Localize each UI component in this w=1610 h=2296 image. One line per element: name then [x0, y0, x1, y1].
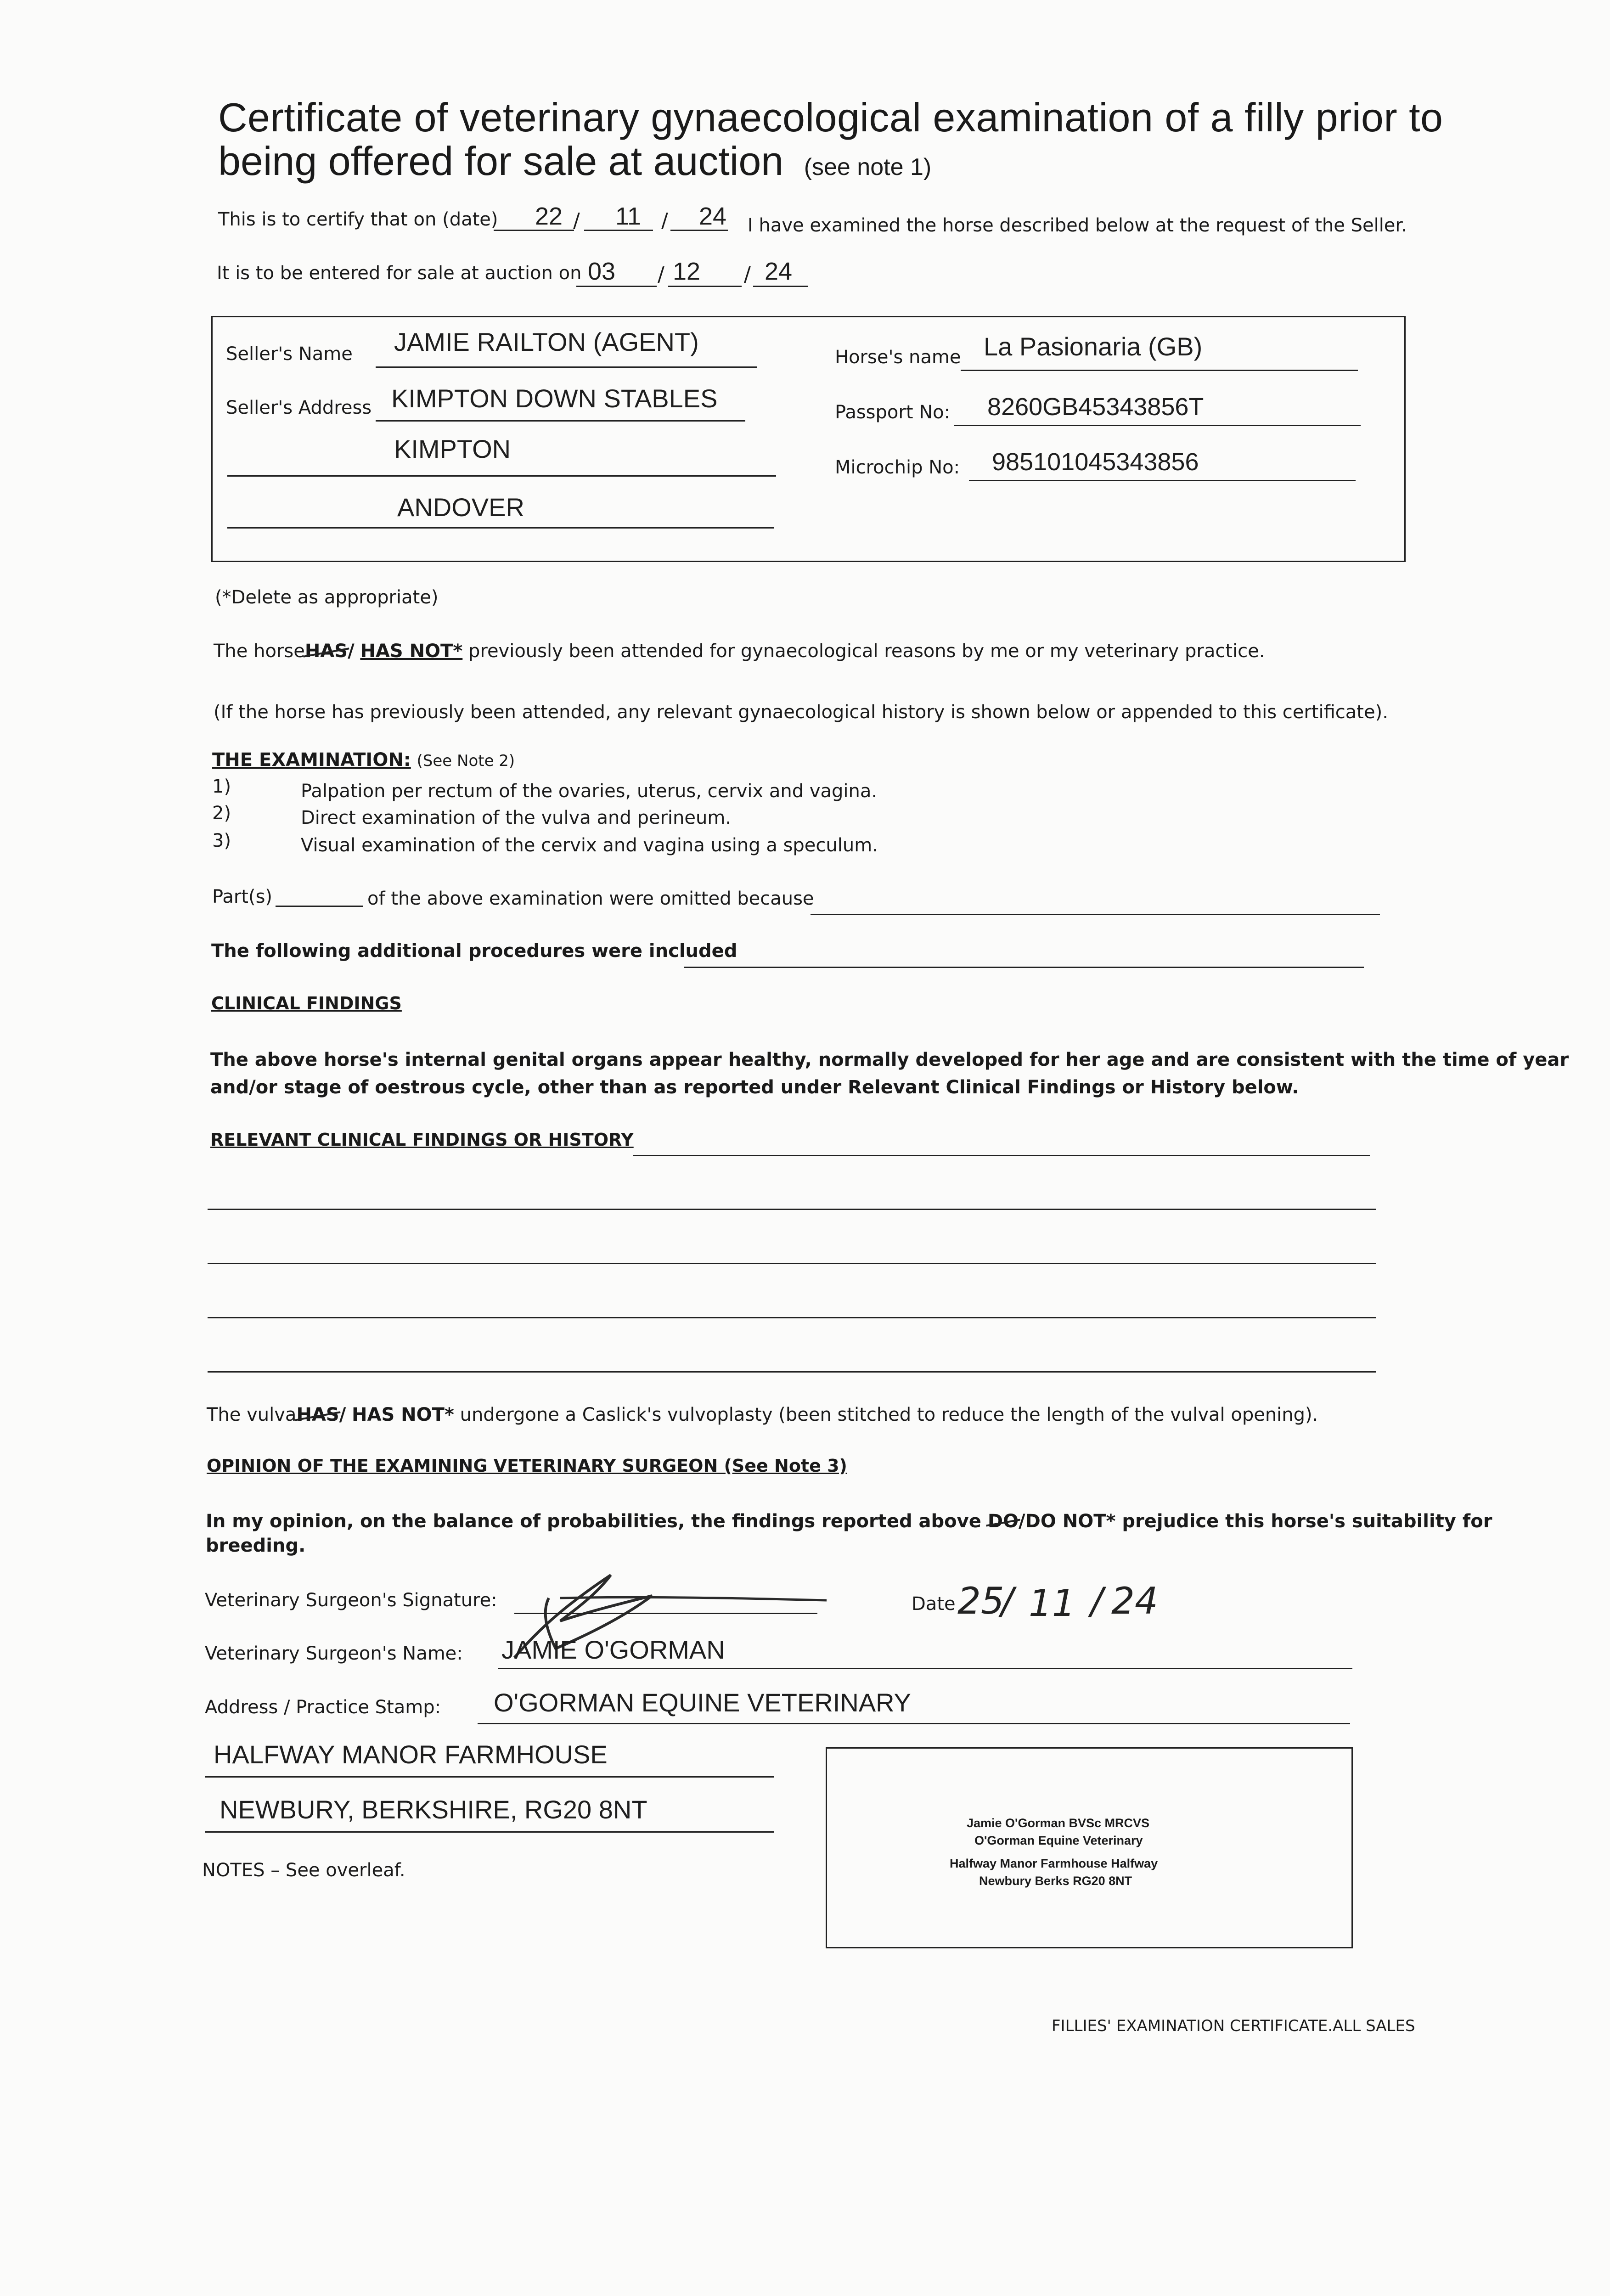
vulva-suffix: undergone a Caslick's vulvoplasty (been stitched to reduce the length of the vulval opening). — [460, 1404, 1318, 1425]
attended-sep: / — [348, 641, 355, 662]
exam-item-1-text: Palpation per rectum of the ovaries, uterus, cervix and vagina. — [301, 781, 878, 802]
exam-item-3-num: 3) — [212, 830, 231, 851]
title-line-2 — [218, 138, 931, 185]
certify-year: 24 — [699, 203, 727, 230]
opinion-struck: DO — [987, 1511, 1019, 1532]
address-line-3: ANDOVER — [397, 493, 524, 522]
attended-statement — [214, 641, 1265, 662]
signature-label: Veterinary Surgeon's Signature: — [205, 1590, 497, 1611]
practice-address-2: NEWBURY, BERKSHIRE, RG20 8NT — [220, 1795, 647, 1824]
stamp-line-1: Jamie O'Gorman BVSc MRCVS — [967, 1816, 1150, 1830]
microchip-value: 985101045343856 — [992, 448, 1199, 476]
sig-date-day: 25 — [957, 1580, 1004, 1622]
opinion-prefix: In my opinion, on the balance of probabilities, the findings reported above — [206, 1511, 981, 1532]
exam-item-2-text: Direct examination of the vulva and perineum. — [301, 807, 732, 828]
footer-text: FILLIES' EXAMINATION CERTIFICATE.ALL SALES — [1052, 2017, 1415, 2035]
sig-date-month: 11 — [1029, 1582, 1075, 1625]
vulva-struck: HAS — [296, 1404, 339, 1425]
attended-prefix: The horse — [214, 641, 305, 662]
vet-name-value: JAMIE O'GORMAN — [501, 1635, 725, 1664]
additional-label: The following additional procedures were included — [211, 940, 737, 962]
attended-kept: HAS NOT* — [360, 641, 463, 662]
clinical-text-1: The above horse's internal genital organs appear healthy, normally developed for her age and are consistent with the time of year — [210, 1049, 1569, 1070]
horse-name-label: Horse's name — [835, 347, 961, 368]
examination-title: THE EXAMINATION: — [212, 749, 411, 771]
vulva-kept: HAS NOT* — [352, 1404, 454, 1425]
certify-day: 22 — [535, 203, 563, 230]
vulva-prefix: The vulva — [207, 1404, 297, 1425]
exam-item-2-num: 2) — [212, 803, 231, 824]
certificate-page: Certificate of veterinary gynaecological examination of a filly prior to being offered for sale at auction (see note 1) This is to certify that on (date) 22 / 11 / 24 I have examined the horse described below at the request of the Seller. It is to be entered for sale at auction on 03 / 12 / 24 Seller's Name JAMIE RAILTON (AGENT) Seller's Address KIMPTON DOWN STABLES KIMPTON ANDOVER Horse's name La Pasionaria (GB) Passport No: 8260GB45343856T Microchip No: 985101045343856 (*Delete as appropriate) The horseHAS/ HAS NOT* previously been attended for gynaecological reasons by me or my veterinary practice. (If the horse has previously been attended, any relevant gynaecological history is shown below or appended to this certificate). THE EXAMINATION: (See Note 2) 1) Palpation per rectum of the ovaries, uterus, cervix and vagina. 2) Direct examination of the vulva and perineum. 3) Visual examination of the cervix and vagina using a speculum. Part(s) of the above examination were omitted because The following additional procedures were included CLINICAL FINDINGS The above horse's internal genital organs appear healthy, normally developed for her age and are consistent with the time of year and/or stage of oestrous cycle, other than as reported under Relevant Clinical Findings or History below. RELEVANT CLINICAL FINDINGS OR HISTORY The vulvaHAS/ HAS NOT* undergone a Caslick's vulvoplasty (been stitched to reduce the length of the vulval opening). OPINION OF THE EXAMINING VETERINARY SURGEON (See Note 3) In my opinion, on the balance of probabilities, the findings reported above DO/DO NOT* prejudice this horse's suitability for breeding. Veterinary Surgeon's Signature: Date 25 / 11 / 24 Veterinary Surgeon's Name: JAMIE O'GORMAN Address / Practice Stamp: O'GORMAN EQUINE VETERINARY HALFWAY MANOR FARMHOUSE NEWBURY, BERKSHIRE, RG20 8NT Jamie O'Gorman BVSc MRCVS O'Gorman Equine Veterinary Halfway Manor Farmhouse Halfway Newbury Berks RG20 8NT NOTES – See overleaf. FILLIES' EXAMINATION CERTIFICATE.ALL SALES — [202, 95, 1569, 2035]
opinion-heading: OPINION OF THE EXAMINING VETERINARY SURGEON (See Note 3) — [207, 1456, 847, 1476]
omitted-middle: of the above examination were omitted because — [367, 888, 814, 909]
auction-month: 12 — [673, 258, 701, 285]
certify-suffix: I have examined the horse described below at the request of the Seller. — [748, 215, 1407, 236]
details-box — [211, 316, 1406, 562]
exam-item-1-num: 1) — [212, 776, 231, 797]
examination-note: (See Note 2) — [417, 752, 515, 770]
stamp-line-2: O'Gorman Equine Veterinary — [974, 1834, 1143, 1847]
title-line-1: Certificate of veterinary gynaecological examination of a filly prior to — [218, 95, 1443, 140]
address-line-1: KIMPTON DOWN STABLES — [391, 384, 718, 413]
title-text: being offered for sale at auction — [218, 138, 784, 184]
clinical-heading: CLINICAL FINDINGS — [211, 993, 402, 1013]
stamp-line-4: Newbury Berks RG20 8NT — [979, 1874, 1132, 1888]
practice-address-1: HALFWAY MANOR FARMHOUSE — [214, 1740, 608, 1769]
address-line-2: KIMPTON — [394, 434, 511, 463]
seller-name-label: Seller's Name — [226, 343, 353, 365]
relevant-heading: RELEVANT CLINICAL FINDINGS OR HISTORY — [210, 1130, 634, 1150]
attended-suffix: previously been attended for gynaecological reasons by me or my veterinary practice. — [468, 641, 1265, 662]
vet-name-label: Veterinary Surgeon's Name: — [205, 1643, 463, 1664]
auction-prefix: It is to be entered for sale at auction on — [217, 263, 582, 284]
delete-note: (*Delete as appropriate) — [215, 587, 439, 608]
passport-label: Passport No: — [835, 402, 951, 423]
clinical-text-2: and/or stage of oestrous cycle, other than as reported under Relevant Clinical Findings or History below. — [210, 1077, 1299, 1098]
sig-date-label: Date — [912, 1593, 956, 1615]
stamp-line-3: Halfway Manor Farmhouse Halfway — [950, 1857, 1158, 1870]
auction-year: 24 — [765, 258, 793, 285]
examination-heading — [212, 749, 515, 771]
opinion-suffix: /DO NOT* prejudice this horse's suitability for — [1019, 1511, 1492, 1532]
notes-text: NOTES – See overleaf. — [202, 1860, 405, 1881]
practice-name: O'GORMAN EQUINE VETERINARY — [494, 1688, 911, 1717]
practice-label: Address / Practice Stamp: — [205, 1697, 441, 1718]
opinion-text-2: breeding. — [206, 1535, 306, 1556]
vulva-statement — [207, 1404, 1318, 1425]
history-note: (If the horse has previously been attended, any relevant gynaecological history is shown below or appended to this certificate). — [214, 702, 1388, 723]
attended-struck: HAS — [304, 641, 348, 662]
practice-stamp-box — [826, 1747, 1353, 1948]
certify-prefix: This is to certify that on (date) — [218, 209, 498, 230]
passport-value: 8260GB45343856T — [987, 393, 1204, 421]
opinion-text-1 — [206, 1511, 1492, 1532]
certify-month: 11 — [615, 203, 642, 230]
vulva-sep: / — [339, 1404, 346, 1425]
microchip-label: Microchip No: — [835, 457, 960, 478]
sig-date-year: 24 — [1111, 1580, 1158, 1622]
seller-name-value: JAMIE RAILTON (AGENT) — [394, 327, 699, 356]
title-note: (see note 1) — [804, 154, 932, 180]
auction-day: 03 — [588, 258, 616, 285]
exam-item-3-text: Visual examination of the cervix and vagina using a speculum. — [301, 835, 878, 856]
horse-name-value: La Pasionaria (GB) — [984, 332, 1203, 361]
seller-address-label: Seller's Address — [226, 397, 372, 418]
omitted-prefix: Part(s) — [212, 886, 273, 907]
